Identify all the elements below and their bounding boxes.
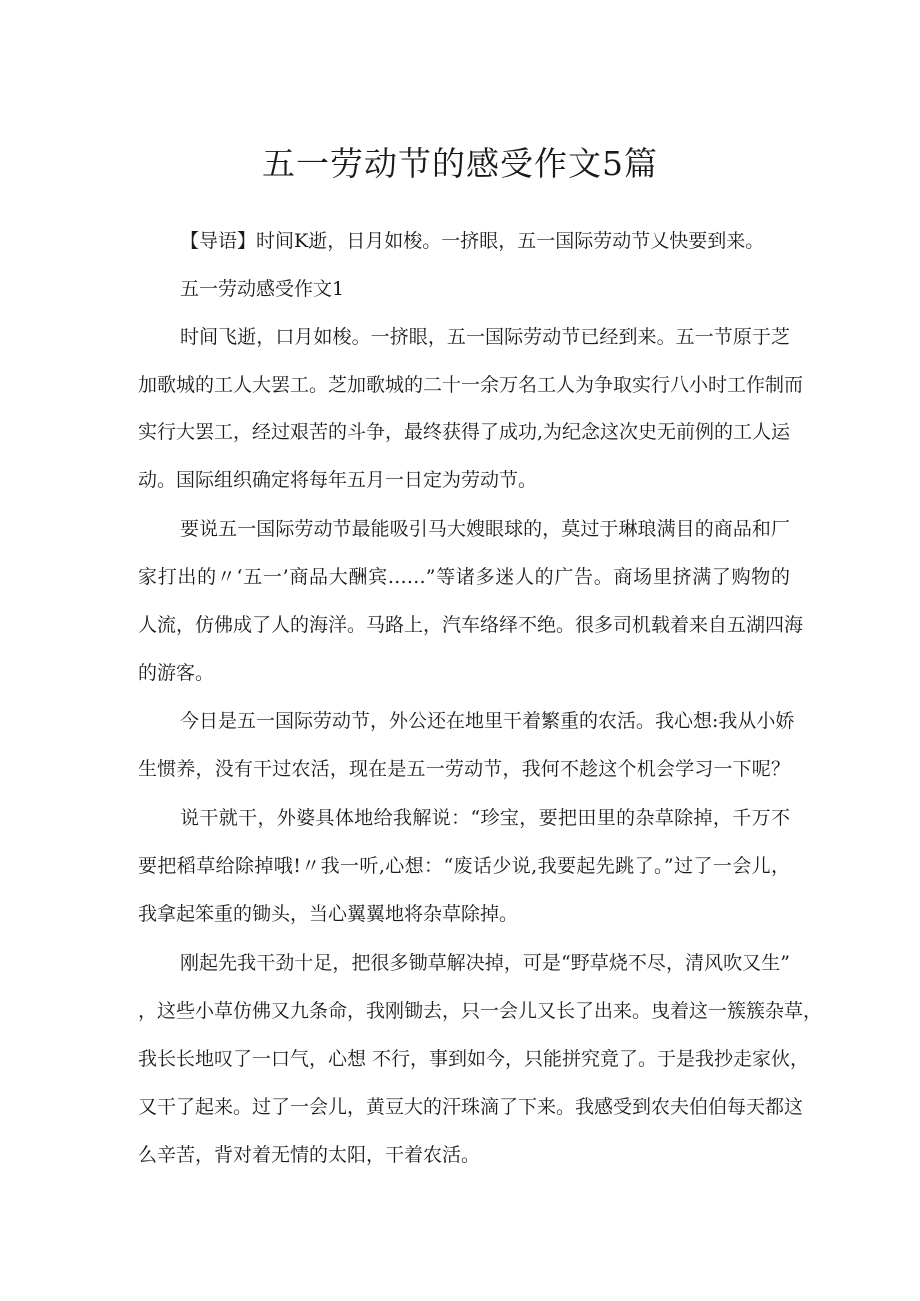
paragraph-line: 时间飞逝，口月如梭。一挤眼，五一国际劳动节已经到来。五一节原于芝 [180,326,790,348]
paragraph-line: 今日是五一国际劳动节，外公还在地里干着繁重的农活。我心想:我从小娇 [180,710,795,732]
document-title: 五一劳动节的感受作文5篇 [262,144,658,183]
intro-line: 【导语】时间K逝，日月如梭。一挤眼，五一国际劳动节乂快要到来。 [180,230,765,252]
paragraph-line: 说干就干，外婆具体地给我解说：“珍宝，要把田里的杂草除掉，千万不 [180,807,790,829]
paragraph-line: 动。国际组织确定将每年五月一日定为劳动节。 [138,469,538,491]
paragraph-line: 么辛苦，背对着无情的太阳，干着农活。 [138,1144,481,1166]
paragraph-line: 实行大罢工，经过艰苦的斗争，最终获得了成功,为纪念这次史无前例的工人运 [138,421,791,443]
paragraph-line: 加歌城的工人大罢工。芝加歌城的二十一余万名工人为争取实行八小时工作制而 [138,374,804,396]
paragraph-line: 的游客。 [138,662,215,684]
paragraph-line: 我拿起笨重的锄头，当心翼翼地将杂草除掉。 [138,903,519,925]
paragraph-line: 刚起先我干劲十足，把很多锄草解决掉，可是“野草烧不尽，清风吹又生” [180,952,790,974]
paragraph-line: 又干了起来。过了一会儿，黄豆大的汗珠滴了下来。我感受到农夫伯伯每天都这 [138,1096,804,1118]
paragraph-line: 要把稻草给除掉哦!〃我一听,心想：“废话少说,我要起先跳了。”过了一会儿， [138,855,790,877]
section-heading: 五一劳动感受作文1 [180,278,345,300]
paragraph-line: 要说五一国际劳动节最能吸引马大嫂眼球的，莫过于琳琅满目的商品和厂 [180,518,790,540]
paragraph-line: 生惯养，没有干过农活，现在是五一劳动节，我何不趁这个机会学习一下呢？ [138,758,790,780]
paragraph-line: 我长长地叹了一口气，心想 不行，事到如今，只能拼究竟了。于是我抄走家伙， [138,1048,810,1070]
paragraph-line: 家打出的〃‘五一’商品大酬宾……”等诸多迷人的广告。商场里挤满了购物的 [138,566,790,588]
paragraph-line: ，这些小草仿佛又九条命，我刚锄去，只一会儿又长了出来。曳着这一簇簇杂草， [138,1000,823,1022]
paragraph-line: 人流，仿佛成了人的海洋。马路上，汽车络绎不绝。很多司机载着来自五湖四海 [138,614,804,636]
